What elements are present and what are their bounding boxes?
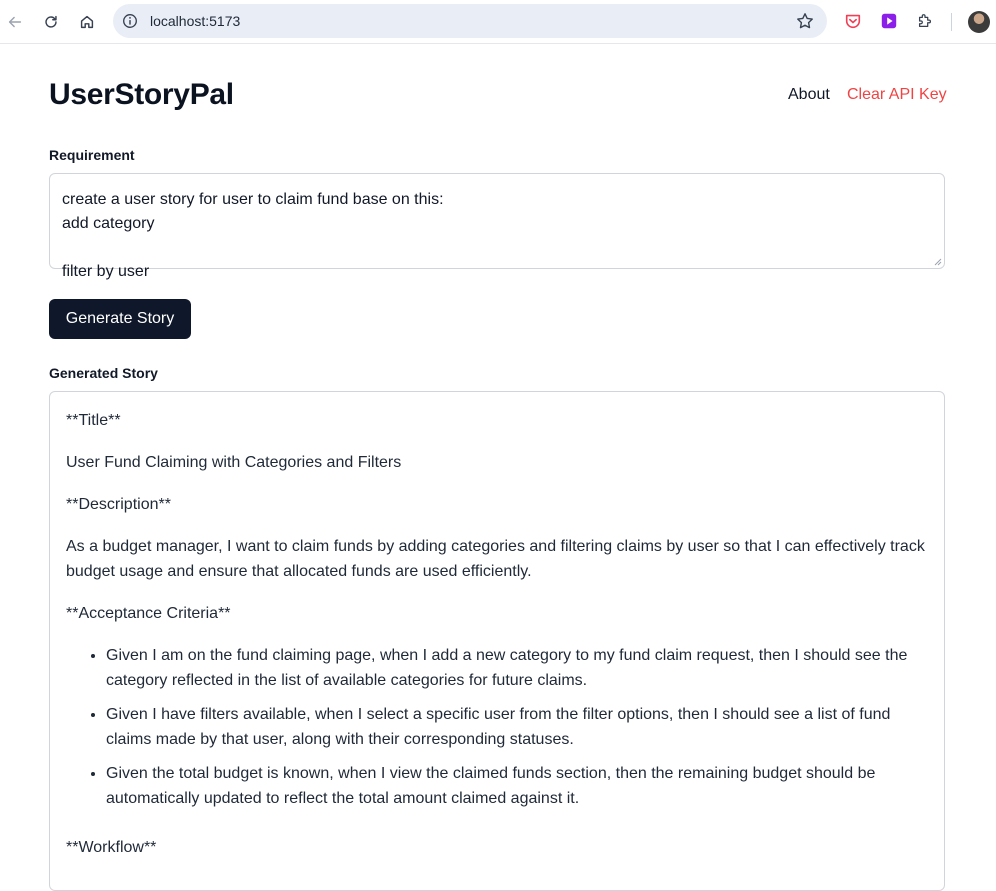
generated-story-label: Generated Story xyxy=(49,365,158,381)
home-icon[interactable] xyxy=(74,9,100,35)
story-content xyxy=(66,408,928,877)
list-item: • Given the total budget is known, when I view the claimed funds section, then the remaining budget should be automatically updated to reflect the total amount claimed against it. xyxy=(106,761,928,811)
back-icon[interactable] xyxy=(2,9,28,35)
resize-handle-icon[interactable] xyxy=(932,256,942,266)
bookmark-star-icon[interactable] xyxy=(795,11,815,31)
description-heading: **Description** xyxy=(66,496,171,513)
generated-story-panel xyxy=(49,391,945,891)
nav-about-link[interactable]: About xyxy=(788,86,830,103)
acceptance-criteria-heading: **Acceptance Criteria** xyxy=(66,605,231,622)
acceptance-criteria-list xyxy=(90,643,928,811)
title-heading: **Title** xyxy=(66,412,121,429)
reload-icon[interactable] xyxy=(38,9,64,35)
description-text: As a budget manager, I want to claim funds by adding categories and filtering claims by user so that I can effectively track budget usage and ensure that allocated funds are used efficiently. xyxy=(66,538,925,580)
address-bar[interactable] xyxy=(113,4,827,38)
requirement-text: create a user story for user to claim fund base on this: add category filter by user xyxy=(62,191,444,280)
browser-toolbar xyxy=(0,0,996,44)
pocket-icon[interactable] xyxy=(842,10,864,32)
requirement-textarea[interactable] xyxy=(49,173,945,280)
requirement-label: Requirement xyxy=(49,147,135,163)
list-item: • Given I have filters available, when I select a specific user from the filter options, then I should see a list of fund claims made by that user, along with their corresponding statuses. xyxy=(106,702,928,752)
list-item: • Given I am on the fund claiming page, when I add a new category to my fund claim request, then I should see the category reflected in the list of available categories for future claims. xyxy=(106,643,928,693)
site-info-icon[interactable] xyxy=(121,12,139,30)
title-text: User Fund Claiming with Categories and Filters xyxy=(66,454,402,471)
clear-api-key-link[interactable]: Clear API Key xyxy=(847,86,947,103)
profile-avatar[interactable] xyxy=(968,11,990,33)
workflow-heading: **Workflow** xyxy=(66,839,157,856)
media-extension-icon[interactable] xyxy=(878,10,900,32)
url-text: localhost:5173 xyxy=(150,13,241,29)
app-title: UserStoryPal xyxy=(49,78,234,111)
extensions-puzzle-icon[interactable] xyxy=(914,10,936,32)
generate-story-button[interactable]: Generate Story xyxy=(49,299,191,339)
toolbar-separator xyxy=(951,13,952,31)
